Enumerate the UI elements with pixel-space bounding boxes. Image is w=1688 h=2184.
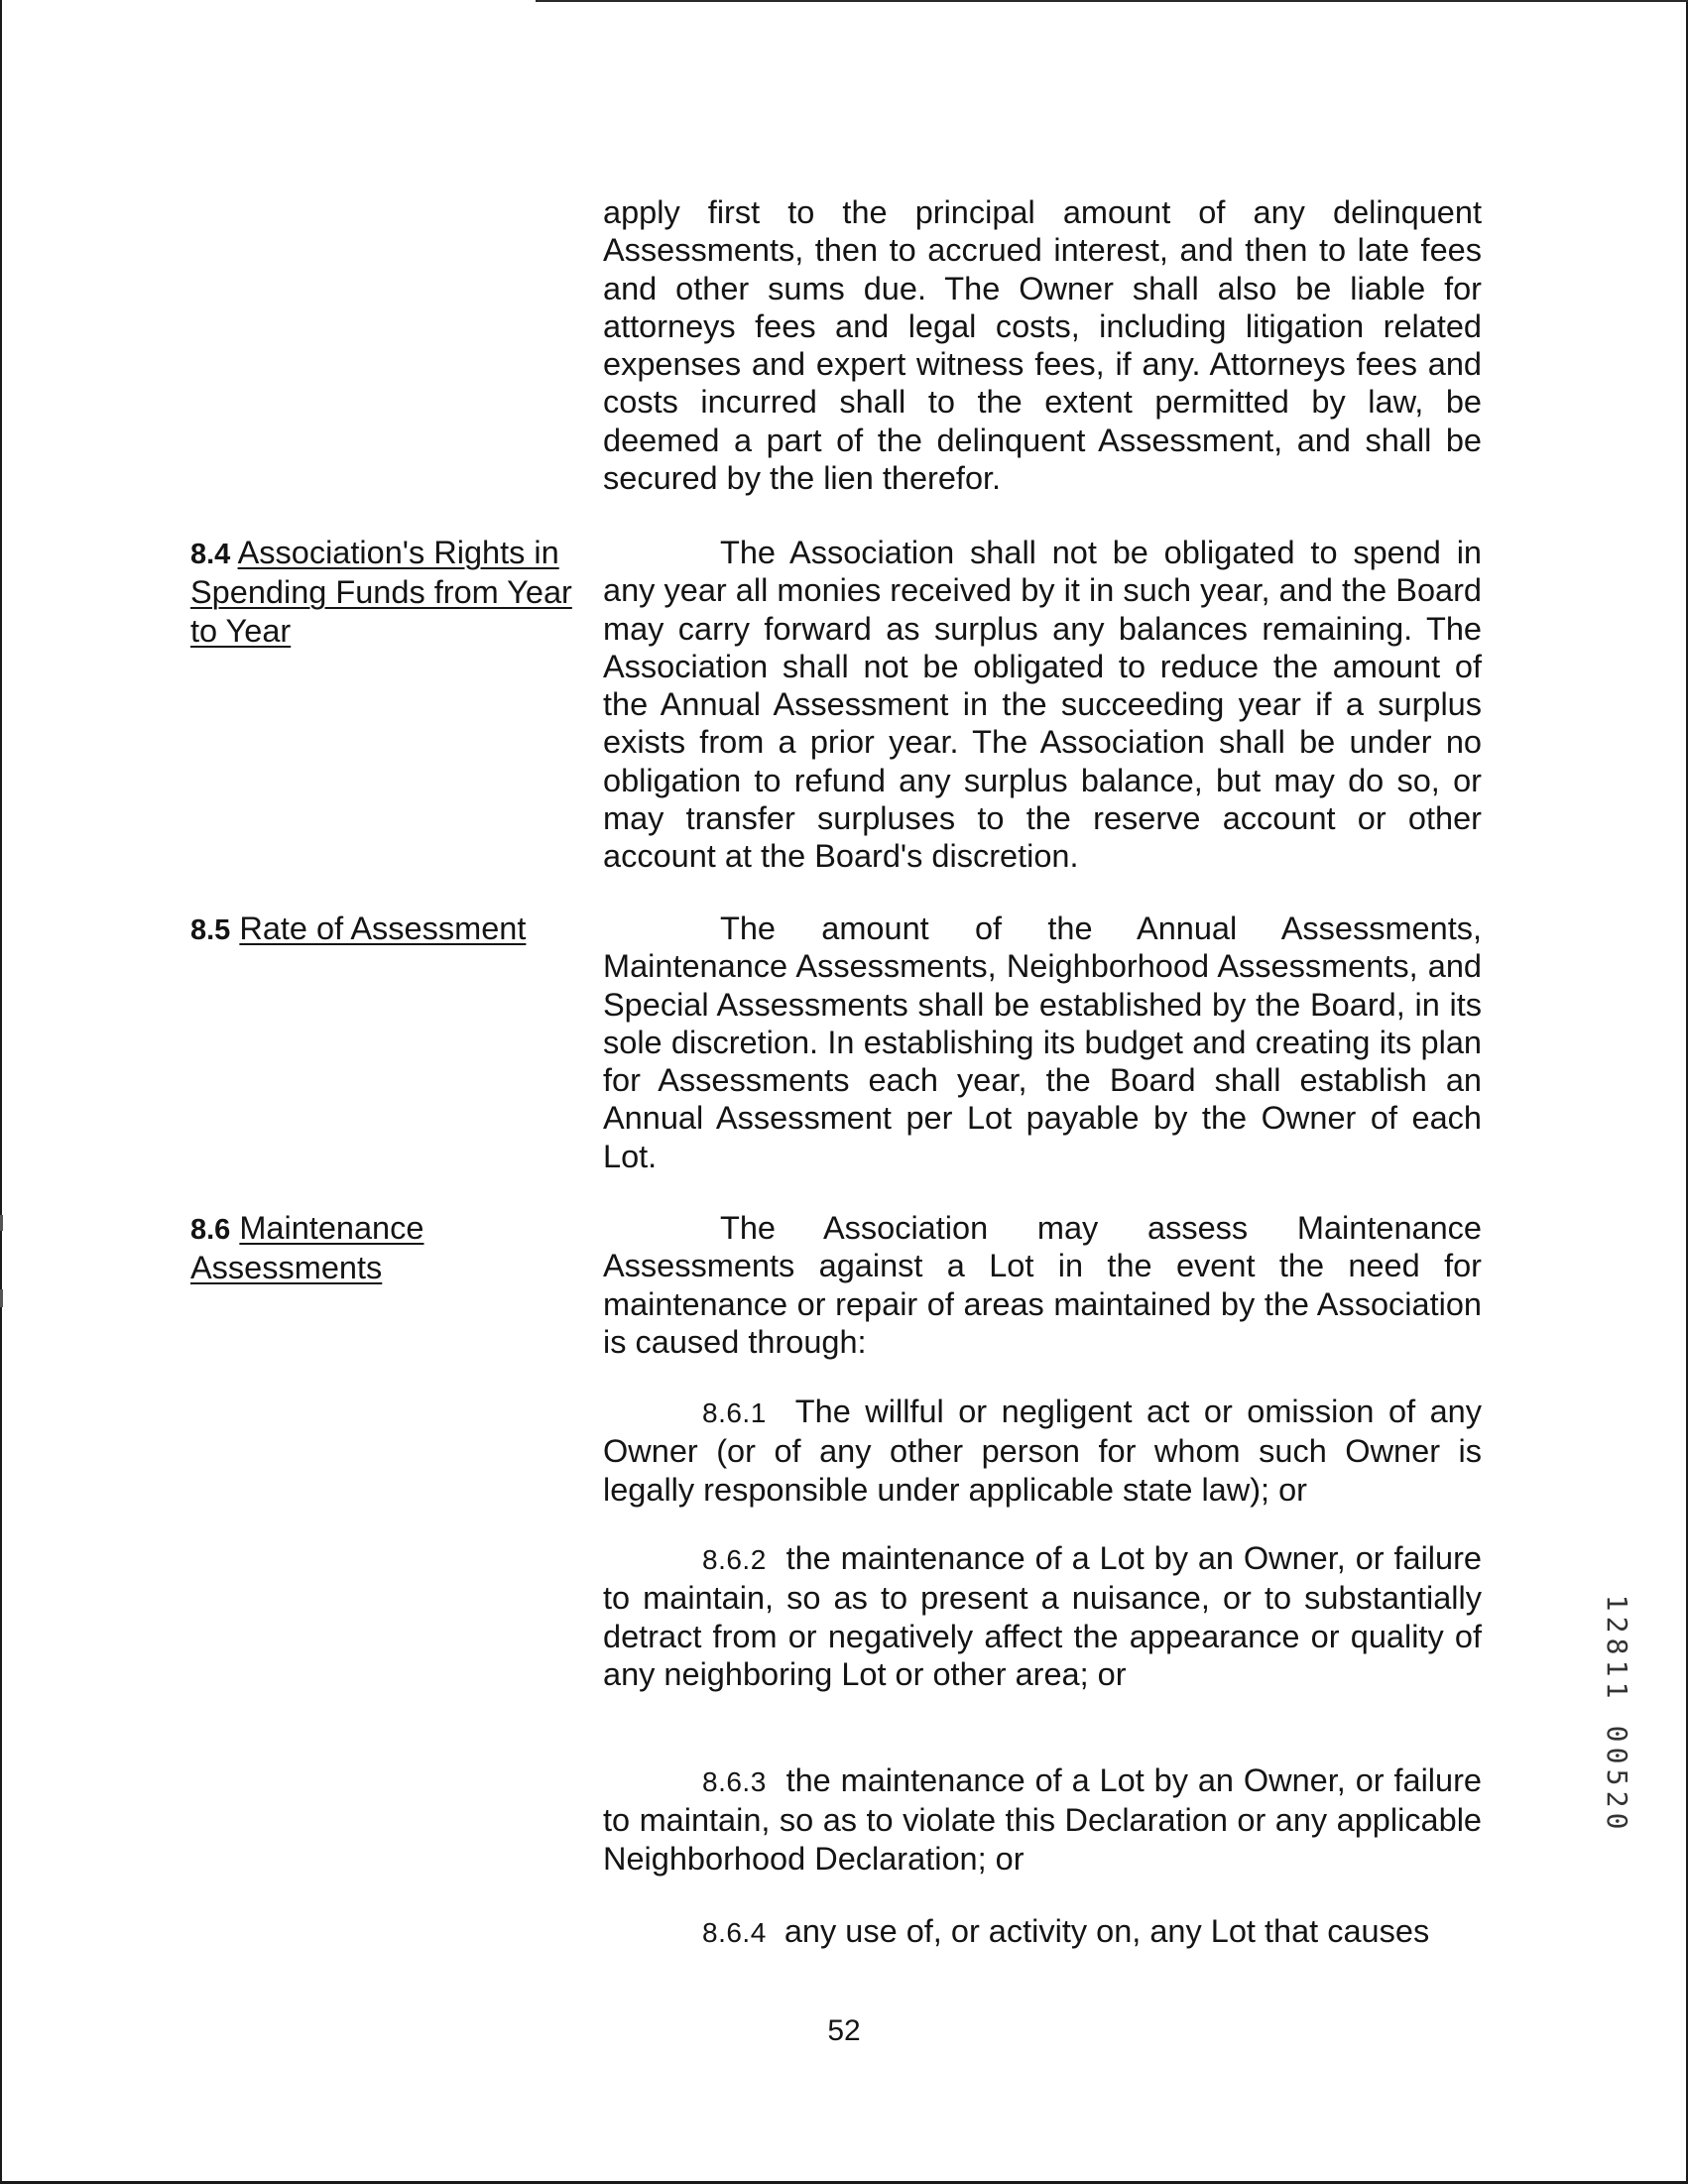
- bates-char: 0: [1601, 1725, 1633, 1743]
- subsection-number: 8.6.2: [702, 1544, 767, 1575]
- bates-char: 1: [1601, 1594, 1633, 1612]
- scan-border-left: [0, 0, 2, 2184]
- scan-edge-mark: [0, 1215, 3, 1231]
- section-8-6-heading: [190, 1209, 448, 1287]
- bates-char: 0: [1601, 1747, 1633, 1764]
- section-number: 8.4: [190, 539, 231, 570]
- subsection-8-6-1: [603, 1393, 1482, 1509]
- bates-char: 2: [1601, 1616, 1633, 1634]
- bates-char: 5: [1601, 1768, 1633, 1786]
- section-8-5-heading: [190, 910, 587, 949]
- section-number: 8.6: [190, 1214, 231, 1246]
- subsection-8-6-3: [603, 1761, 1482, 1878]
- section-number: 8.5: [190, 914, 231, 946]
- subsection-number: 8.6.4: [702, 1917, 767, 1948]
- subsection-text: The willful or negligent act or omission of any Owner (or of any other person for whom such Owner is legally responsible under applicable state law); or: [603, 1394, 1483, 1508]
- section-8-5-text: The amount of the Annual Assessments, Maintenance Assessments, Neighborhood Assessments, and Special Assessments shall be established by the Board, in its sole discretion. In establishing its budget and creating its plan for Assessments each year, the Board shall establish an Annual Assessment per Lot payable by the Owner of each Lot.: [603, 910, 1482, 1174]
- subsection-number: 8.6.3: [702, 1766, 767, 1797]
- section-title: Maintenance Assessments: [190, 1210, 424, 1286]
- subsection-8-6-4: [603, 1912, 1482, 1952]
- section-title: Association's Rights in Spending Funds from Year to Year: [190, 535, 572, 649]
- bates-char: 0: [1601, 1812, 1633, 1830]
- bates-char: 8: [1601, 1638, 1633, 1655]
- section-title: Rate of Assessment: [239, 910, 527, 946]
- subsection-number: 8.6.1: [702, 1397, 767, 1428]
- subsection-8-6-2: [603, 1539, 1482, 1693]
- bates-char: 1: [1601, 1659, 1633, 1677]
- section-8-4-heading: [190, 534, 587, 650]
- scan-border-top: [536, 0, 1688, 2]
- bates-char: 2: [1601, 1790, 1633, 1808]
- continuation-paragraph: apply first to the principal amount of any delinquent Assessments, then to accrued interest, and then to late fees and other sums due. The Owner shall also be liable for attorneys fees and legal costs, including litigation related expenses and expert witness fees, if any. Attorneys fees and costs incurred shall to the extent permitted by law, be deemed a part of the delinquent Assessment, and shall be secured by the lien therefor.: [603, 194, 1482, 497]
- section-8-6-text: The Association may assess Maintenance Assessments against a Lot in the event the need for maintenance or repair of areas maintained by the Association is caused through:: [603, 1210, 1482, 1360]
- bates-stamp: [1597, 1592, 1636, 1832]
- page-number: 52: [827, 2014, 861, 2047]
- subsection-text: the maintenance of a Lot by an Owner, or failure to maintain, so as to present a nuisance, or to substantially detract from or negatively affect the appearance or quality of any neighboring Lot or other area; or: [603, 1540, 1482, 1692]
- subsection-text: the maintenance of a Lot by an Owner, or failure to maintain, so as to violate this Declaration or any applicable Neighborhood Declaration; or: [603, 1762, 1482, 1877]
- subsection-text: any use of, or activity on, any Lot that causes: [784, 1913, 1430, 1949]
- section-8-4-text: The Association shall not be obligated to spend in any year all monies received by it in such year, and the Board may carry forward as surplus any balances remaining. The Association shall not be obligated to reduce the amount of the Annual Assessment in the succeeding year if a surplus exists from a prior year. The Association shall be under no obligation to refund any surplus balance, but may do so, or may transfer surpluses to the reserve account or other account at the Board's discretion.: [603, 535, 1482, 875]
- scan-edge-mark: [0, 1289, 3, 1307]
- bates-char: 1: [1601, 1681, 1633, 1699]
